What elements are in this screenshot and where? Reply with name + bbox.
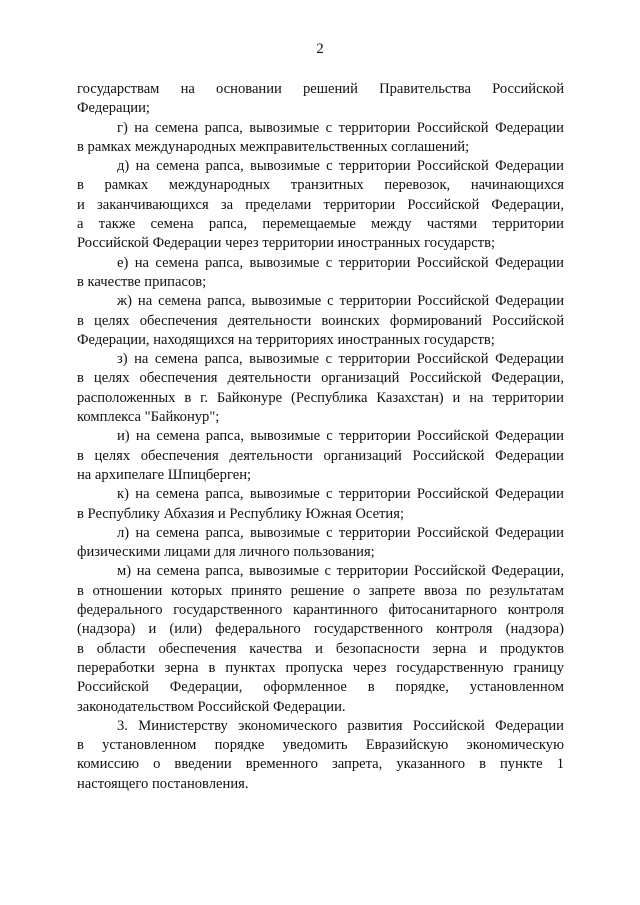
text-line: государствам на основании решений Правительства Российской — [77, 81, 564, 97]
text-line: в установленном порядке уведомить Евразийскую экономическую — [77, 737, 564, 754]
paragraph — [77, 485, 564, 524]
text-line: комплекса "Байконур"; — [77, 409, 220, 426]
paragraph — [77, 80, 564, 119]
text-line: г) на семена рапса, вывозимые с территории Российской Федерации — [117, 119, 564, 136]
text-line: в целях обеспечения деятельности воинских формирований Российской — [77, 312, 564, 329]
text-line: комиссию о введении временного запрета, указанного в пункте 1 — [77, 756, 564, 773]
text-line: и) на семена рапса, вывозимые с территории Российской Федерации — [117, 428, 564, 445]
text-line: в области обеспечения качества и безопасности зерна и продуктов — [77, 640, 564, 657]
text-line: Российской Федерации через территории иностранных государств; — [77, 235, 496, 252]
text-line: д) на семена рапса, вывозимые с территории Российской Федерации — [117, 158, 564, 175]
text-line: физическими лицами для личного пользования; — [77, 544, 375, 561]
page-number: 2 — [316, 41, 324, 57]
paragraph — [77, 524, 564, 563]
text-line: (надзора) и (или) федерального государственного контроля (надзора) — [77, 621, 564, 638]
text-line: а также семена рапса, перемещаемые между частями территории — [77, 216, 564, 233]
text-line: е) на семена рапса, вывозимые с территории Российской Федерации — [117, 254, 564, 271]
paragraph — [77, 562, 564, 716]
text-line: Федерации, находящихся на территориях иностранных государств; — [77, 331, 495, 348]
text-line: настоящего постановления. — [77, 775, 249, 792]
paragraph — [77, 292, 564, 350]
text-line: федерального государственного карантинного фитосанитарного контроля — [77, 602, 564, 619]
text-line: Федерации; — [77, 100, 150, 117]
paragraph — [77, 350, 564, 427]
text-line: расположенных в г. Байконуре (Республика Казахстан) и на территории — [77, 389, 564, 406]
text-line: в качестве припасов; — [77, 273, 207, 290]
paragraph — [77, 717, 564, 794]
document-body — [77, 80, 564, 794]
text-line: в целях обеспечения деятельности организаций Российской Федерации, — [77, 370, 564, 387]
paragraph — [77, 119, 564, 158]
text-line: на архипелаге Шпицберген; — [77, 466, 252, 483]
text-line: законодательством Российской Федерации. — [77, 698, 346, 715]
text-line: з) на семена рапса, вывозимые с территории Российской Федерации — [117, 351, 564, 368]
text-line: и заканчивающихся за пределами территории Российской Федерации, — [77, 196, 564, 213]
text-line: ж) на семена рапса, вывозимые с территории Российской Федерации — [117, 293, 564, 310]
text-line: в целях обеспечения деятельности организаций Российской Федерации — [77, 447, 564, 464]
text-line: переработки зерна в пунктах пропуска через государственную границу — [77, 659, 564, 676]
text-line: в Республику Абхазия и Республику Южная Осетия; — [77, 505, 404, 522]
paragraph — [77, 157, 564, 253]
paragraph — [77, 427, 564, 485]
text-line: в отношении которых принято решение о запрете ввоза по результатам — [77, 582, 564, 599]
text-line: к) на семена рапса, вывозимые с территории Российской Федерации — [117, 486, 564, 503]
text-line: м) на семена рапса, вывозимые с территории Российской Федерации, — [117, 563, 564, 580]
text-line: л) на семена рапса, вывозимые с территории Российской Федерации — [117, 524, 564, 541]
text-line: в рамках международных межправительственных соглашений; — [77, 138, 470, 155]
paragraph — [77, 254, 564, 293]
text-line: в рамках международных транзитных перевозок, начинающихся — [77, 177, 564, 194]
text-line: Российской Федерации, оформленное в порядке, установленном — [77, 679, 564, 696]
text-line: 3. Министерству экономического развития Российской Федерации — [117, 717, 564, 734]
